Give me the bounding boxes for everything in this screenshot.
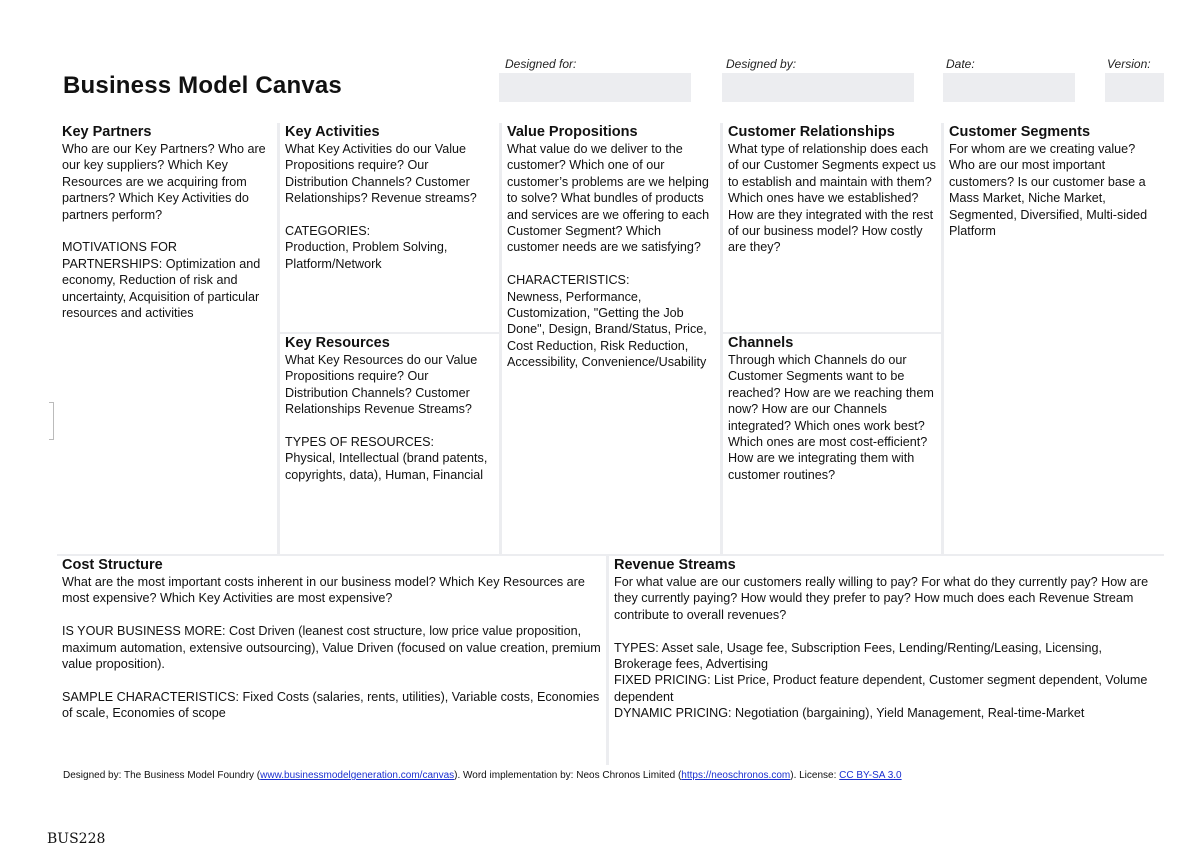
revenue-streams-text: For what value are our customers really willing to pay? For what do they currently pay? How are they currently paying? How would they prefer to pay? How much does each Revenue Stream contribute to overall revenues? TYPES: Asset sale, Usage fee, Subscription Fees, Lending/Renting/Leasing, Licensing, Brokerage fees, Advertising FIXED PRICING: List Price, Product feature dependent, Customer segment dependent, Volume dependent DYNAMIC PRICING: Negotiation (bargaining), Yield Management, Real-time-Market bbox=[614, 575, 1149, 721]
customer-segments-block[interactable] bbox=[944, 123, 1164, 554]
cost-structure-block[interactable] bbox=[57, 556, 606, 765]
designed-by-label: Designed by: bbox=[726, 57, 797, 71]
key-activities-block[interactable] bbox=[280, 123, 499, 332]
key-resources-block[interactable] bbox=[280, 334, 499, 554]
value-propositions-title: Value Propositions bbox=[507, 124, 638, 140]
cost-structure-title: Cost Structure bbox=[62, 557, 163, 573]
cost-structure-text: What are the most important costs inherent in our business model? Which Key Resources are most expensive? Which Key Activities are most expensive? IS YOUR BUSINESS MORE: Cost Driven (leanest cost structure, low price value proposition, maximum automation, extensive outsourcing), Value Driven (focused on value creation, premium value proposition). SAMPLE CHARACTERISTICS: Fixed Costs (salaries, rents, utilities), Variable costs, Economies of scale, Economies of scope bbox=[62, 575, 601, 721]
footer-credits bbox=[63, 770, 902, 781]
footer-middle: ). Word implementation by: Neos Chronos Limited ( bbox=[454, 770, 682, 781]
designed-by-field[interactable] bbox=[722, 73, 914, 102]
version-label: Version: bbox=[1107, 57, 1151, 71]
version-field[interactable] bbox=[1105, 73, 1164, 102]
value-propositions-block[interactable] bbox=[502, 123, 720, 554]
canvas-source-link[interactable]: www.businessmodelgeneration.com/canvas bbox=[260, 770, 455, 781]
page-title: Business Model Canvas bbox=[63, 72, 342, 99]
key-activities-title: Key Activities bbox=[285, 124, 380, 140]
key-resources-title: Key Resources bbox=[285, 335, 390, 351]
footer-license-prefix: ). License: bbox=[790, 770, 840, 781]
customer-relationships-title: Customer Relationships bbox=[728, 124, 895, 140]
license-link[interactable]: CC BY-SA 3.0 bbox=[839, 770, 902, 781]
customer-relationships-text: What type of relationship does each of our Customer Segments expect us to establish and maintain with them? Which ones have we established? How are they integrated with the rest of our business model? How costly are they? bbox=[728, 142, 940, 255]
revenue-streams-title: Revenue Streams bbox=[614, 557, 736, 573]
customer-segments-title: Customer Segments bbox=[949, 124, 1091, 140]
key-activities-text: What Key Activities do our Value Propositions require? Our Distribution Channels? Customer Relationships? Revenue streams? CATEGORIES: Production, Problem Solving, Platform/Network bbox=[285, 142, 477, 271]
value-propositions-text: What value do we deliver to the customer? Which one of our customer’s problems are we helping to solve? What bundles of products and services are we offering to each Customer Segment? Which customer needs are we satisfying? CHARACTERISTICS: Newness, Performance, Customization, "Getting the Job Done", Design, Brand/Status, Price, Cost Reduction, Risk Reduction, Accessibility, Convenience/Usability bbox=[507, 142, 710, 370]
channels-title: Channels bbox=[728, 335, 794, 351]
key-partners-title: Key Partners bbox=[62, 124, 152, 140]
date-field[interactable] bbox=[943, 73, 1075, 102]
channels-block[interactable] bbox=[723, 334, 941, 554]
key-partners-text: Who are our Key Partners? Who are our key suppliers? Which Key Resources are we acquiring from partners? Which Key Activities do partners perform? MOTIVATIONS FOR PARTNERSHIPS: Optimization and economy, Reduction of risk and uncertainty, Acquisition of particular resources and activities bbox=[62, 142, 266, 321]
page-code: BUS228 bbox=[47, 831, 106, 847]
channels-text: Through which Channels do our Customer Segments want to be reached? How are we reaching them now? How are our Channels integrated? Which ones work best? Which ones are most cost-efficient? How are we integrating them with customer routines? bbox=[728, 353, 938, 482]
margin-bracket-mark bbox=[49, 402, 54, 440]
key-resources-text: What Key Resources do our Value Propositions require? Our Distribution Channels? Customer Relationships Revenue Streams? TYPES OF RESOURCES: Physical, Intellectual (brand patents, copyrights, data), Human, Financial bbox=[285, 353, 488, 482]
designed-for-field[interactable] bbox=[499, 73, 691, 102]
designed-for-label: Designed for: bbox=[505, 57, 577, 71]
customer-segments-text: For whom are we creating value? Who are our most important customers? Is our customer base a Mass Market, Niche Market, Segmented, Diversified, Multi-sided Platform bbox=[949, 142, 1151, 239]
footer-prefix: Designed by: The Business Model Foundry ( bbox=[63, 770, 261, 781]
date-label: Date: bbox=[946, 57, 975, 71]
key-partners-block[interactable] bbox=[57, 123, 277, 554]
neoschronos-link[interactable]: https://neoschronos.com bbox=[681, 770, 791, 781]
customer-relationships-block[interactable] bbox=[723, 123, 941, 332]
revenue-streams-block[interactable] bbox=[609, 556, 1164, 765]
